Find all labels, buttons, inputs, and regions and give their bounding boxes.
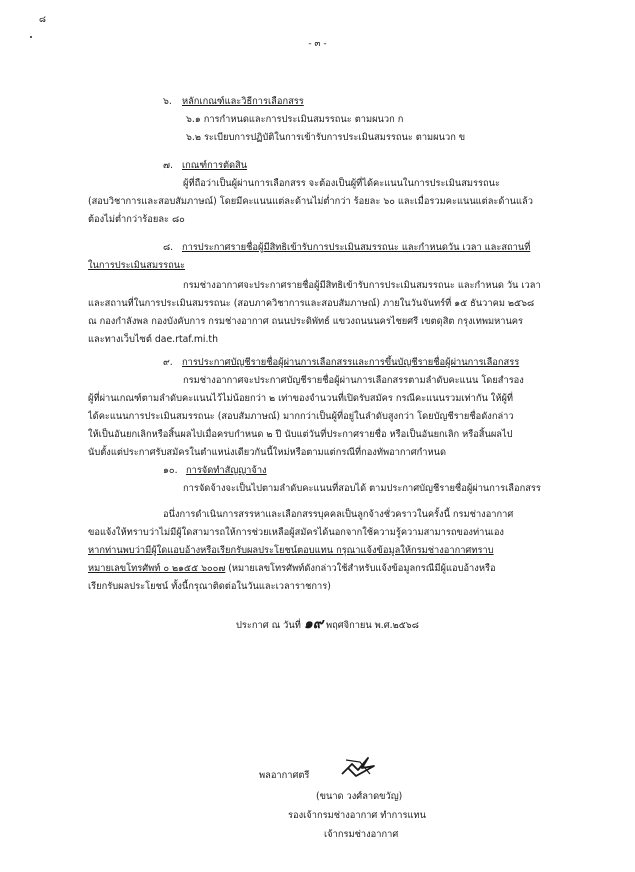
section-title: การจัดทำสัญญาจ้าง bbox=[185, 465, 267, 476]
section-title: การประกาศรายชื่อผู้มีสิทธิเข้ารับการประเมินสมรรถนะ และกำหนดวัน เวลา และสถานที่ bbox=[181, 242, 531, 253]
body-line: ณ กองกำลังพล กองบังคับการ กรมช่างอากาศ ถนนประดิพัทธ์ แขวงถนนนครไชยศรี เขตดุสิต กรุงเทพมหานคร bbox=[88, 316, 524, 327]
section-6-item-1: ๖.๑ การกำหนดและการประเมินสมรรถนะ ตามผนวก ก bbox=[186, 114, 404, 125]
body-line: ให้เป็นอันยกเลิกหรือสิ้นผลไปเมื่อครบกำหนด ๒ ปี นับแต่วันที่ประกาศรายชื่อ หรือเป็นอันยกเลิก หรือสิ้นผลไป bbox=[88, 429, 513, 440]
body-line: เรียกรับผลประโยชน์ ทั้งนี้กรุณาติดต่อในวันและเวลาราชการ) bbox=[88, 581, 331, 592]
phone-line bbox=[88, 560, 558, 578]
section-9-heading bbox=[163, 354, 519, 372]
body-line: และสถานที่ในการประเมินสมรรถนะ (สอบภาควิชาการและสอบสัมภาษณ์) ภายในวันจันทร์ที่ ๑๕ ธันวาคม ๒๕๖๘ bbox=[88, 298, 535, 309]
signatory-position-2: เจ้ากรมช่างอากาศ bbox=[324, 829, 399, 840]
section-title: การประกาศบัญชีรายชื่อผู้ผ่านการเลือกสรรและการขึ้นบัญชีรายชื่อผู้ผ่านการเลือกสรร bbox=[181, 357, 520, 368]
phone-note: (หมายเลขโทรศัพท์ดังกล่าวใช้สำหรับแจ้งข้อมูลกรณีมีผู้แอบอ้างหรือ bbox=[225, 563, 496, 574]
section-title-cont: ในการประเมินสมรรถนะ bbox=[88, 260, 186, 271]
signatory-rank: พลอากาศตรี bbox=[259, 770, 310, 781]
warning-line: หากท่านพบว่ามีผู้ใดแอบอ้างหรือเรียกรับผลประโยชน์ตอบแทน กรุณาแจ้งข้อมูลให้กรมช่างอากาศทราบ bbox=[88, 545, 494, 556]
section-6-item-2: ๖.๒ ระเบียบการปฏิบัติในการเข้ารับการประเมินสมรรถนะ ตามผนวก ข bbox=[186, 132, 466, 143]
signatory-position-1: รองเจ้ากรมช่างอากาศ ทำการแทน bbox=[288, 810, 426, 821]
body-line: นับตั้งแต่ประกาศรับสมัครในตำแหน่งเดียวกันนี้ใหม่หรือตามแต่กรณีที่กองทัพอากาศกำหนด bbox=[88, 447, 447, 458]
body-line: ผู้ที่ผ่านเกณฑ์ตามลำดับคะแนนไว้ไม่น้อยกว่า ๒ เท่าของจำนวนที่เปิดรับสมัคร กรณีคะแนนรวมเท่ากัน ให้ผู้ที่ bbox=[88, 393, 514, 404]
date-prefix: ประกาศ ณ วันที่ bbox=[236, 620, 301, 631]
section-number: ๖. bbox=[163, 96, 172, 107]
section-8-heading-cont bbox=[88, 257, 185, 275]
section-8-heading bbox=[163, 239, 530, 257]
section-number: ๙. bbox=[163, 357, 173, 368]
closing-paragraph bbox=[88, 506, 558, 596]
section-title: เกณฑ์การตัดสิน bbox=[181, 160, 248, 171]
section-8-body bbox=[88, 277, 558, 349]
phone-number: หมายเลขโทรศัพท์ ๐ ๒๑๕๕ ๖๐๐๗ bbox=[88, 563, 226, 574]
section-10-heading bbox=[163, 462, 267, 480]
signatory-name: (ขนาด วงศ์ลาดขวัญ) bbox=[316, 791, 403, 802]
body-line: กรมช่างอากาศจะประกาศบัญชีรายชื่อผู้ผ่านการเลือกสรรตามลำดับคะแนน โดยสำรอง bbox=[183, 375, 524, 386]
section-7-body bbox=[88, 175, 558, 229]
signature-icon bbox=[338, 754, 378, 780]
website-line: และทางเว็บไซต์ dae.rtaf.mi.th bbox=[88, 334, 218, 345]
section-title: หลักเกณฑ์และวิธีการเลือกสรร bbox=[181, 96, 304, 107]
date-suffix: พฤศจิกายน พ.ศ.๒๕๖๘ bbox=[325, 620, 419, 631]
section-6-heading bbox=[163, 93, 304, 111]
section-number: ๑๐. bbox=[163, 465, 178, 476]
section-10-body bbox=[88, 480, 558, 498]
section-number: ๗. bbox=[163, 160, 173, 171]
body-line: กรมช่างอากาศจะประกาศรายชื่อผู้มีสิทธิเข้ารับการประเมินสมรรถนะ และกำหนด วัน เวลา bbox=[183, 280, 541, 291]
page-number: - ๓ - bbox=[308, 39, 327, 49]
handwritten-day: ๑๙ bbox=[303, 616, 323, 632]
corner-mark: ๘ bbox=[39, 15, 46, 25]
body-line: ผู้ที่ถือว่าเป็นผู้ผ่านการเลือกสรร จะต้องเป็นผู้ที่ได้คะแนนในการประเมินสมรรถนะ bbox=[183, 178, 500, 189]
body-line: ต้องไม่ต่ำกว่าร้อยละ ๘๐ bbox=[88, 214, 185, 225]
announcement-date bbox=[236, 615, 419, 635]
section-9-body bbox=[88, 372, 558, 462]
body-line: ขอแจ้งให้ทราบว่าไม่มีผู้ใดสามารถให้การช่วยเหลือผู้สมัครได้นอกจากใช้ความรู้ความสามารถของท่านเอง bbox=[88, 527, 504, 538]
section-7-heading bbox=[163, 157, 247, 175]
body-line: ได้คะแนนการประเมินสมรรถนะ (สอบสัมภาษณ์) มากกว่าเป็นผู้ที่อยู่ในลำดับสูงกว่า โดยบัญชีรายชื่อดังกล่าว bbox=[88, 411, 514, 422]
body-line: การจัดจ้างจะเป็นไปตามลำดับคะแนนที่สอบได้ ตามประกาศบัญชีรายชื่อผู้ผ่านการเลือกสรร bbox=[183, 483, 541, 494]
body-line: อนึ่งการดำเนินการสรรหาและเลือกสรรบุคคลเป็นลูกจ้างชั่วคราวในครั้งนี้ กรมช่างอากาศ bbox=[163, 509, 514, 520]
section-number: ๘. bbox=[163, 242, 174, 253]
body-line: (สอบวิชาการและสอบสัมภาษณ์) โดยมีคะแนนแต่ละด้านไม่ต่ำกว่า ร้อยละ ๖๐ และเมื่อรวมคะแนนแต่ละด้านแล้ว bbox=[88, 196, 533, 207]
